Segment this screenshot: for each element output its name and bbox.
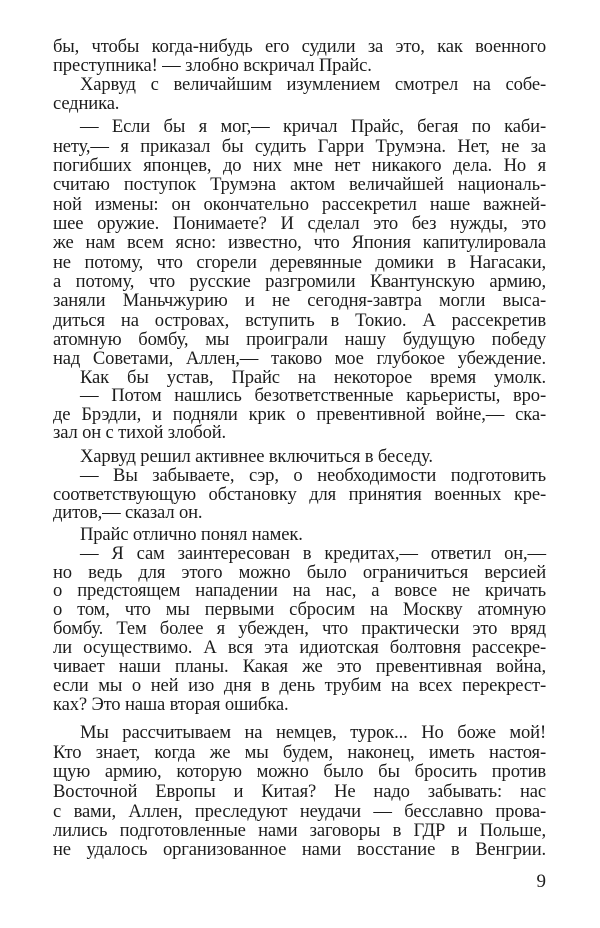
text-line: — Если бы я мог,— кричал Прайс, бегая по каби-	[80, 116, 546, 137]
text-line: — Вы забываете, сэр, о необходимости подготовить	[80, 465, 546, 486]
text-line: седника.	[53, 93, 120, 114]
text-line: бомбу. Тем более я убежден, что практически это вряд	[53, 618, 546, 639]
text-line: не потому, что сгорели деревянные домики в Нагасаки,	[53, 252, 546, 273]
text-line: но ведь для этого можно было ограничиться версией	[53, 562, 546, 583]
text-line: Как бы устав, Прайс на некоторое время умолк.	[80, 367, 546, 388]
text-line: считаю поступок Трумэна актом величайшей националь-	[53, 174, 546, 195]
text-line: ной измены: он окончательно рассекретил наше важней-	[53, 194, 546, 215]
text-line: диться на островах, вступить в Токио. А рассекретив	[53, 310, 546, 331]
text-line: атомную бомбу, мы проиграли нашу будущую победу	[53, 329, 546, 350]
text-line: ках? Это наша вторая ошибка.	[53, 694, 289, 715]
text-line: заняли Маньчжурию и не сегодня-завтра могли выса-	[53, 290, 546, 311]
text-line: же нам всем ясно: известно, что Япония капитулировала	[53, 232, 546, 253]
text-line: погибших японцев, до них мне нет никакого дела. Но я	[53, 155, 546, 176]
text-line: нету,— я приказал бы судить Гарри Трумэна. Нет, не за	[53, 136, 546, 157]
text-line: де Брэдли, и подняли крик о превентивной войне,— ска-	[53, 404, 546, 425]
text-line: бы, чтобы когда-нибудь его судили за это, как военного	[53, 36, 546, 57]
text-line: преступника! — злобно вскричал Прайс.	[53, 55, 372, 76]
text-line: соответствующую обстановку для принятия военных кре-	[53, 484, 546, 505]
text-line: о том, что мы первыми сбросим на Москву атомную	[53, 599, 546, 620]
text-line: — Я сам заинтересован в кредитах,— ответил он,—	[80, 543, 546, 564]
text-line: Мы рассчитываем на немцев, турок... Но боже мой!	[80, 722, 546, 743]
text-line: о предстоящем нападении на нас, а вовсе не кричать	[53, 580, 546, 601]
text-line: ли осуществимо. А вся эта идиотская болтовня рассекре-	[53, 637, 546, 658]
text-line: Прайс отлично понял намек.	[80, 524, 303, 545]
text-line: Восточной Европы и Китая? Не надо забывать: нас	[53, 781, 546, 802]
text-line: дитов,— сказал он.	[53, 502, 203, 523]
text-line: Харвуд решил активнее включиться в беседу.	[80, 446, 433, 467]
text-line: Кто знает, когда же мы будем, наконец, иметь настоя-	[53, 742, 546, 763]
text-line: чивает наши планы. Какая же это превентивная война,	[53, 656, 546, 677]
text-line: — Потом нашлись безответственные карьеристы, вро-	[80, 385, 546, 406]
text-line: не удалось организованное нами восстание в Венгрии.	[53, 839, 546, 860]
text-line: а потому, что русские разгромили Квантунскую армию,	[53, 271, 546, 292]
text-line: лились подготовленные нами заговоры в ГДР и Польше,	[53, 820, 546, 841]
text-line: над Советами, Аллен,— таково мое глубокое убеждение.	[53, 348, 546, 369]
page-number: 9	[536, 871, 546, 892]
text-line: с вами, Аллен, преследуют неудачи — бесславно прова-	[53, 801, 546, 822]
text-line: Харвуд с величайшим изумлением смотрел на собе-	[80, 74, 546, 95]
text-line: щую армию, которую можно было бы бросить против	[53, 761, 546, 782]
text-line: если мы о ней изо дня в день трубим на всех перекрест-	[53, 675, 546, 696]
text-line: шее оружие. Понимаете? И сделал это без нужды, это	[53, 213, 546, 234]
text-line: зал он с тихой злобой.	[53, 422, 227, 443]
